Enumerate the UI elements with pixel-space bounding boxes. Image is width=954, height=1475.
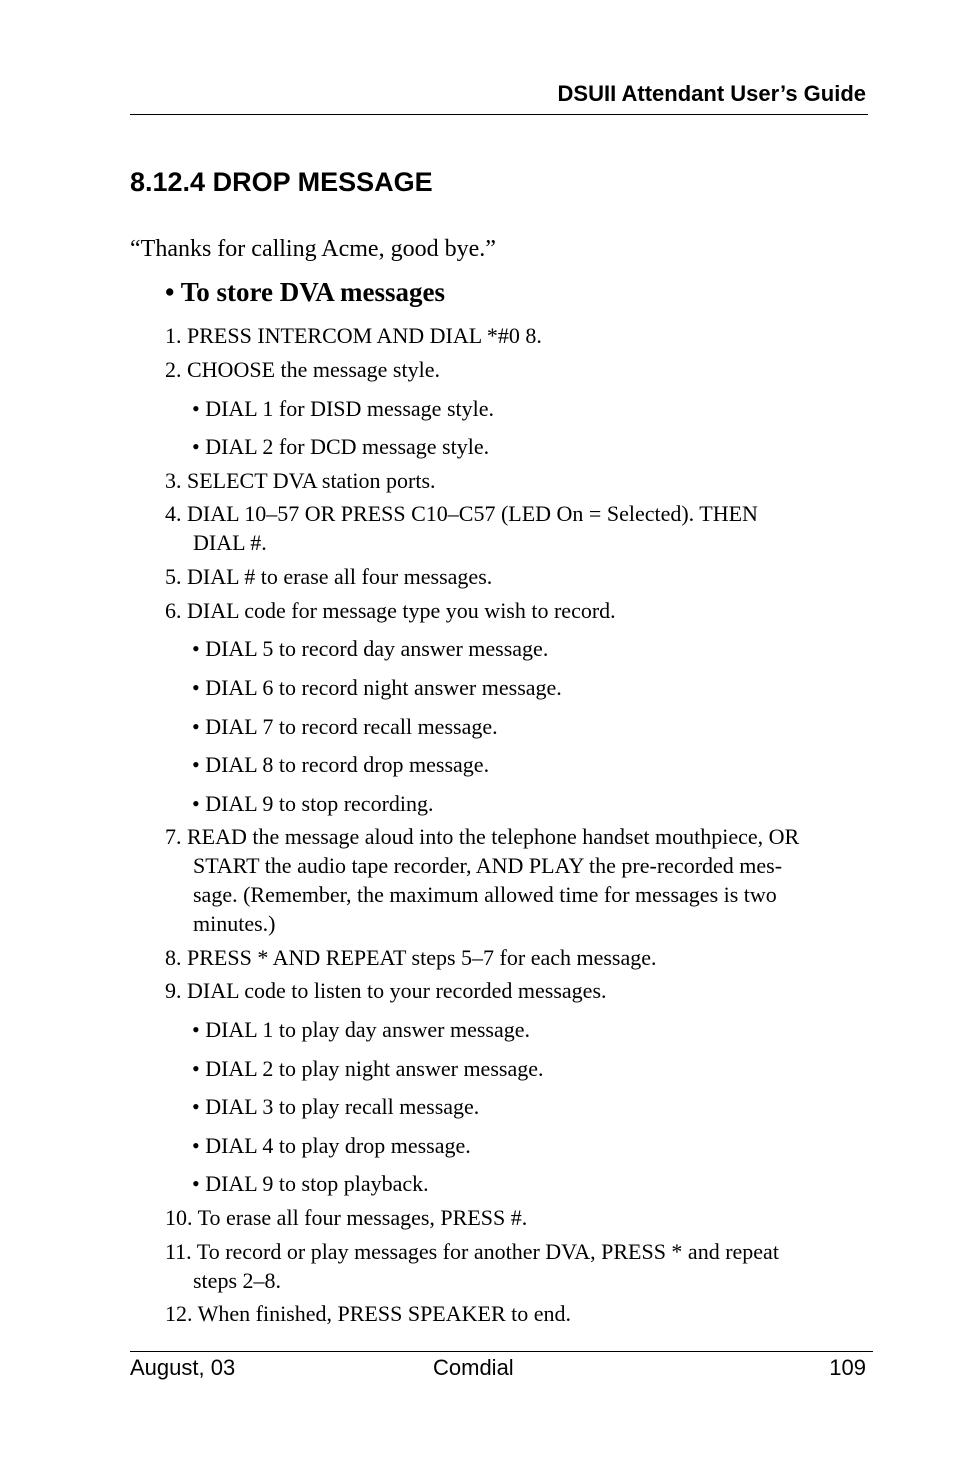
bullet-item: • DIAL 5 to record day answer message. xyxy=(192,636,549,661)
step-2: 2. CHOOSE the message style. xyxy=(165,357,440,382)
footer-divider xyxy=(130,1351,873,1352)
bullet-item: • DIAL 1 for DISD message style. xyxy=(192,396,494,421)
step-11-continued: steps 2–8. xyxy=(193,1268,281,1293)
footer-date: August, 03 xyxy=(130,1355,236,1380)
step-7: 7. READ the message aloud into the telephone handset mouthpiece, OR xyxy=(165,824,800,849)
bullet-item: • DIAL 6 to record night answer message. xyxy=(192,675,562,700)
section-heading: 8.12.4 DROP MESSAGE xyxy=(130,167,433,197)
step-7-continued: sage. (Remember, the maximum allowed time for messages is two xyxy=(193,882,777,907)
bullet-item: • DIAL 7 to record recall message. xyxy=(192,714,498,739)
bullet-item: • DIAL 4 to play drop message. xyxy=(192,1133,471,1158)
page-number: 109 xyxy=(829,1355,866,1380)
bullet-item: • DIAL 3 to play recall message. xyxy=(192,1094,480,1119)
example-message-quote: “Thanks for calling Acme, good bye.” xyxy=(130,236,496,262)
step-9: 9. DIAL code to listen to your recorded messages. xyxy=(165,978,607,1003)
step-3: 3. SELECT DVA station ports. xyxy=(165,468,436,493)
bullet-item: • DIAL 8 to record drop message. xyxy=(192,752,490,777)
bullet-item: • DIAL 2 for DCD message style. xyxy=(192,434,490,459)
bullet-item: • DIAL 9 to stop recording. xyxy=(192,791,434,816)
footer-company: Comdial xyxy=(433,1355,514,1380)
procedure-heading: • To store DVA messages xyxy=(165,277,445,307)
step-6: 6. DIAL code for message type you wish to record. xyxy=(165,598,616,623)
step-12: 12. When finished, PRESS SPEAKER to end. xyxy=(165,1301,572,1326)
step-5: 5. DIAL # to erase all four messages. xyxy=(165,564,493,589)
step-1: 1. PRESS INTERCOM AND DIAL *#0 8. xyxy=(165,323,542,348)
bullet-item: • DIAL 2 to play night answer message. xyxy=(192,1056,544,1081)
bullet-item: • DIAL 1 to play day answer message. xyxy=(192,1017,531,1042)
step-10: 10. To erase all four messages, PRESS #. xyxy=(165,1205,528,1230)
step-7-continued: START the audio tape recorder, AND PLAY the pre-recorded mes- xyxy=(193,853,783,878)
step-7-continued: minutes.) xyxy=(193,911,276,936)
step-11: 11. To record or play messages for another DVA, PRESS * and repeat xyxy=(165,1239,779,1264)
header-divider xyxy=(130,114,868,115)
step-4: 4. DIAL 10–57 OR PRESS C10–C57 (LED On = Selected). THEN xyxy=(165,501,758,526)
document-title: DSUII Attendant User’s Guide xyxy=(557,81,866,106)
step-4-continued: DIAL #. xyxy=(193,530,267,555)
bullet-item: • DIAL 9 to stop playback. xyxy=(192,1171,429,1196)
step-8: 8. PRESS * AND REPEAT steps 5–7 for each message. xyxy=(165,945,657,970)
